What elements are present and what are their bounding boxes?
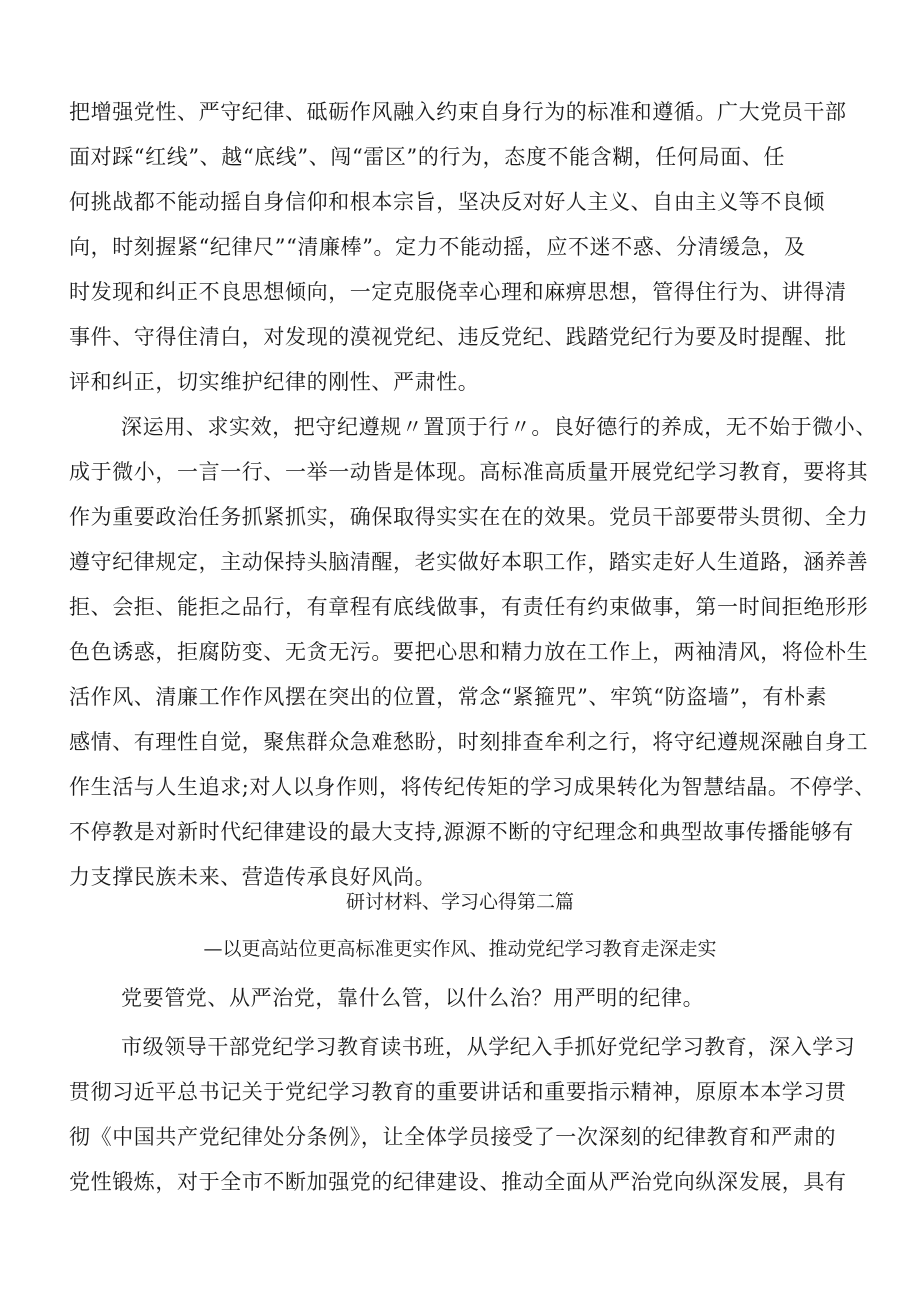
section-subheading: —以更高站位更高标准更实作风、推动党纪学习教育走深走实 bbox=[203, 938, 717, 960]
section-heading: 研讨材料、学习心得第二篇 bbox=[345, 891, 574, 913]
text-line: 拒、会拒、能拒之品行，有章程有底线做事，有责任有约束做事，第一时间拒绝形形 bbox=[69, 595, 869, 619]
text-line: 活作风、清廉工作作风摆在突出的位置，常念“紧箍咒”、牢筑“防盗墙”，有朴素 bbox=[69, 685, 828, 709]
text-line: 评和纠正，切实维护纪律的刚性、严肃性。 bbox=[69, 370, 480, 394]
text-line: 市级领导干部党纪学习教育读书班，从学纪入手抓好党纪学习教育，深入学习 bbox=[121, 1035, 856, 1059]
paragraph-3: 党要管党、从严治党，靠什么管，以什么治？用严明的纪律。 bbox=[121, 986, 705, 1010]
text-line: 色色诱惑，拒腐防变、无贪无污。要把心思和精力放在工作上，两袖清风，将俭朴生 bbox=[69, 640, 869, 664]
text-line: 力支撑民族未来、营造传承良好风尚。 bbox=[69, 865, 437, 889]
text-line: 作为重要政治任务抓紧抓实，确保取得实实在在的效果。党员干部要带头贯彻、全力 bbox=[69, 505, 869, 529]
text-line: 向，时刻握紧“纪律尺”“清廉棒”。定力不能动摇，应不迷不惑、分清缓急，及 bbox=[69, 235, 806, 259]
text-line: 彻《中国共产党纪律处分条例》，让全体学员接受了一次深刻的纪律教育和严肃的 bbox=[69, 1125, 837, 1149]
text-line: 作生活与人生追求;对人以身作则，将传纪传矩的学习成果转化为智慧结晶。不停学、 bbox=[69, 775, 876, 799]
text-line: 深运用、求实效，把守纪遵规〃置顶于行〃。良好德行的养成，无不始于微小、 bbox=[121, 415, 877, 439]
text-line: 成于微小，一言一行、一举一动皆是体现。高标准高质量开展党纪学习教育，要将其 bbox=[69, 460, 869, 484]
text-line: 事件、守得住清白，对发现的漠视党纪、违反党纪、践踏党纪行为要及时提醒、批 bbox=[69, 325, 847, 349]
text-line: 遵守纪律规定，主动保持头脑清醒，老实做好本职工作，踏实走好人生道路，涵养善 bbox=[69, 550, 869, 574]
text-line: 时发现和纠正不良思想倾向，一定克服侥幸心理和麻痹思想，管得住行为、讲得清 bbox=[69, 280, 847, 304]
text-line: 面对踩“红线”、越“底线”、闯“雷区”的行为，态度不能含糊，任何局面、任 bbox=[69, 145, 786, 169]
text-line: 贯彻习近平总书记关于党纪学习教育的重要讲话和重要指示精神，原原本本学习贯 bbox=[69, 1080, 847, 1104]
text-line: 把增强党性、严守纪律、砥砺作风融入约束自身行为的标准和遵循。广大党员干部 bbox=[69, 100, 847, 124]
text-line: 感情、有理性自觉，聚焦群众急难愁盼，时刻排查牟利之行，将守纪遵规深融自身工 bbox=[69, 730, 869, 754]
text-line: 党性锻炼，对于全市不断加强党的纪律建设、推动全面从严治党向纵深发展，具有 bbox=[69, 1170, 847, 1194]
text-line: 不停教是对新时代纪律建设的最大支持,源源不断的守纪理念和典型故事传播能够有 bbox=[69, 820, 854, 844]
text-line: 何挑战都不能动摇自身信仰和根本宗旨，坚决反对好人主义、自由主义等不良倾 bbox=[69, 190, 825, 214]
